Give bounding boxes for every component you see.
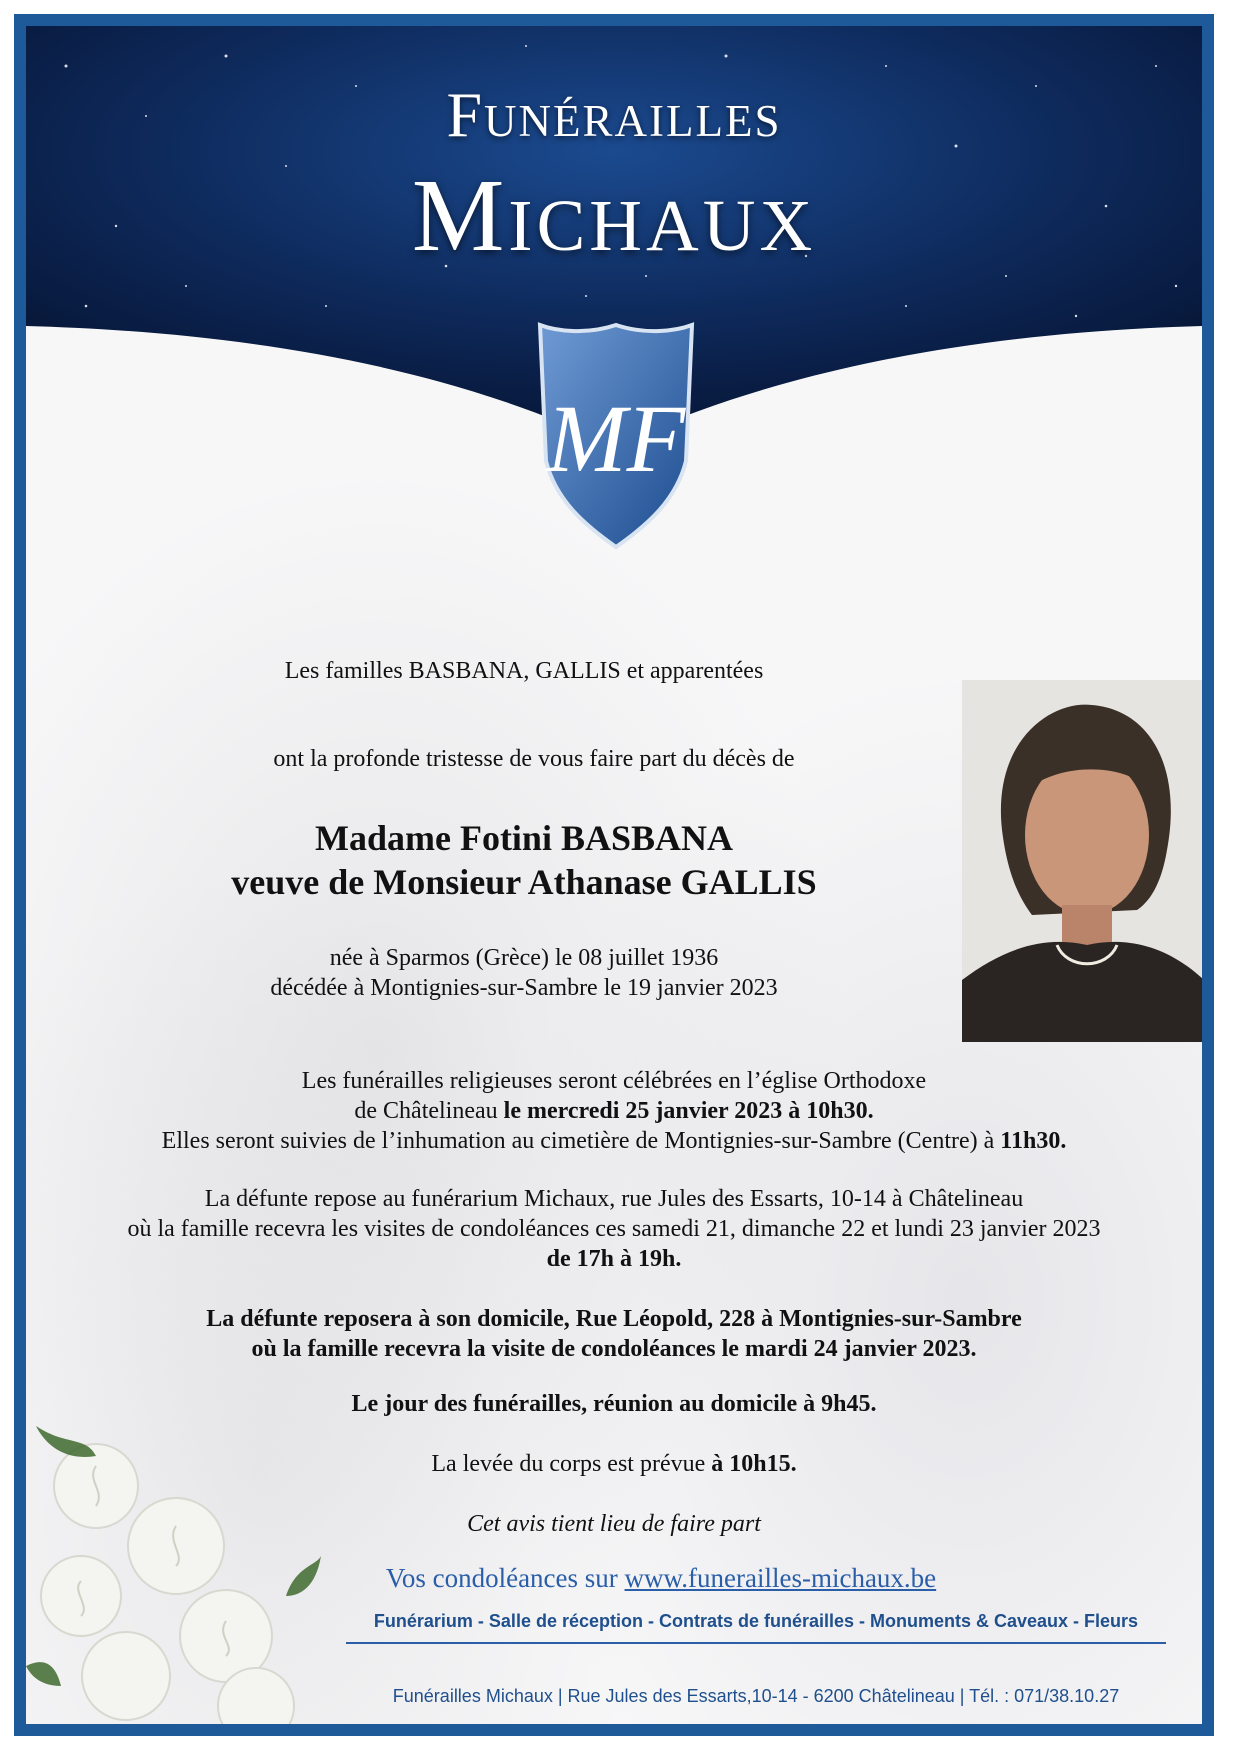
meeting-info: Le jour des funérailles, réunion au domicile à 9h45. (351, 1391, 877, 1417)
home-line1: La défunte reposera à son domicile, Rue Léopold, 228 à Montignies-sur-Sambre (206, 1306, 1022, 1332)
funerarium-line3 (26, 1244, 1202, 1274)
brand-line1: Funérailles (446, 79, 782, 150)
condolences-prefix: Vos condoléances sur (385, 1563, 625, 1593)
brand-line2: Michaux (411, 158, 817, 273)
portrait-image (962, 680, 1204, 1042)
funerarium-line1: La défunte repose au funérarium Michaux, rue Jules des Essarts, 10-14 à Châtelineau (204, 1186, 1024, 1212)
funeral-line3 (26, 1126, 1202, 1156)
mf-shield-logo (536, 321, 696, 551)
intro-sadness: ont la profonde tristesse de vous faire part du décès de (273, 746, 795, 772)
name-line1: Madame Fotini BASBANA (314, 818, 733, 858)
burial-time: 11h30. (1000, 1128, 1067, 1154)
visit-hours: de 17h à 19h. (546, 1246, 682, 1272)
born-line: née à Sparmos (Grèce) le 08 juillet 1936 (329, 945, 719, 971)
funeral-date: le mercredi 25 janvier 2023 à 10h30. (503, 1098, 874, 1124)
funeral-line3-prefix: Elles seront suivies de l’inhumation au cimetière de Montignies-sur-Sambre (Centre) à (161, 1128, 1001, 1154)
footer-divider (346, 1642, 1166, 1644)
company-address: Funérailles Michaux | Rue Jules des Essarts,10-14 - 6200 Châtelineau | Tél. : 071/38.10.27 (392, 1686, 1120, 1706)
funeral-details (26, 1066, 1202, 1156)
condolences-line (336, 1563, 986, 1594)
deceased-name (14, 816, 1112, 904)
portrait-photo (962, 680, 1204, 1042)
home-line2: où la famille recevra la visite de condoléances le mardi 24 janvier 2023. (251, 1336, 977, 1362)
birth-death-dates (14, 943, 1112, 1003)
home-visits (26, 1304, 1202, 1364)
funerarium-line2: où la famille recevra les visites de condoléances ces samedi 21, dimanche 22 et lundi 23 janvier 2023 (127, 1216, 1101, 1242)
logo-monogram: MF (546, 385, 686, 492)
condolences-link[interactable]: www.funerailles-michaux.be (624, 1563, 937, 1593)
levee-time: à 10h15. (711, 1451, 797, 1477)
funeral-line2 (26, 1096, 1202, 1126)
services-list: Funérarium - Salle de réception - Contrats de funérailles - Monuments & Caveaux - Fleurs (373, 1611, 1139, 1631)
funeral-line1: Les funérailles religieuses seront célébrées en l’église Orthodoxe (301, 1068, 927, 1094)
announcement-frame (14, 14, 1214, 1736)
name-line2: veuve de Monsieur Athanase GALLIS (231, 862, 817, 902)
funeral-line2-prefix: de Châtelineau (354, 1098, 504, 1124)
levee-prefix: La levée du corps est prévue (431, 1451, 712, 1477)
intro-families: Les familles BASBANA, GALLIS et apparentées (284, 658, 764, 684)
white-flowers-bouquet (26, 1366, 326, 1736)
notice-text: Cet avis tient lieu de faire part (467, 1511, 761, 1537)
funerarium-visits (26, 1184, 1202, 1274)
died-line: décédée à Montignies-sur-Sambre le 19 janvier 2023 (270, 975, 778, 1001)
